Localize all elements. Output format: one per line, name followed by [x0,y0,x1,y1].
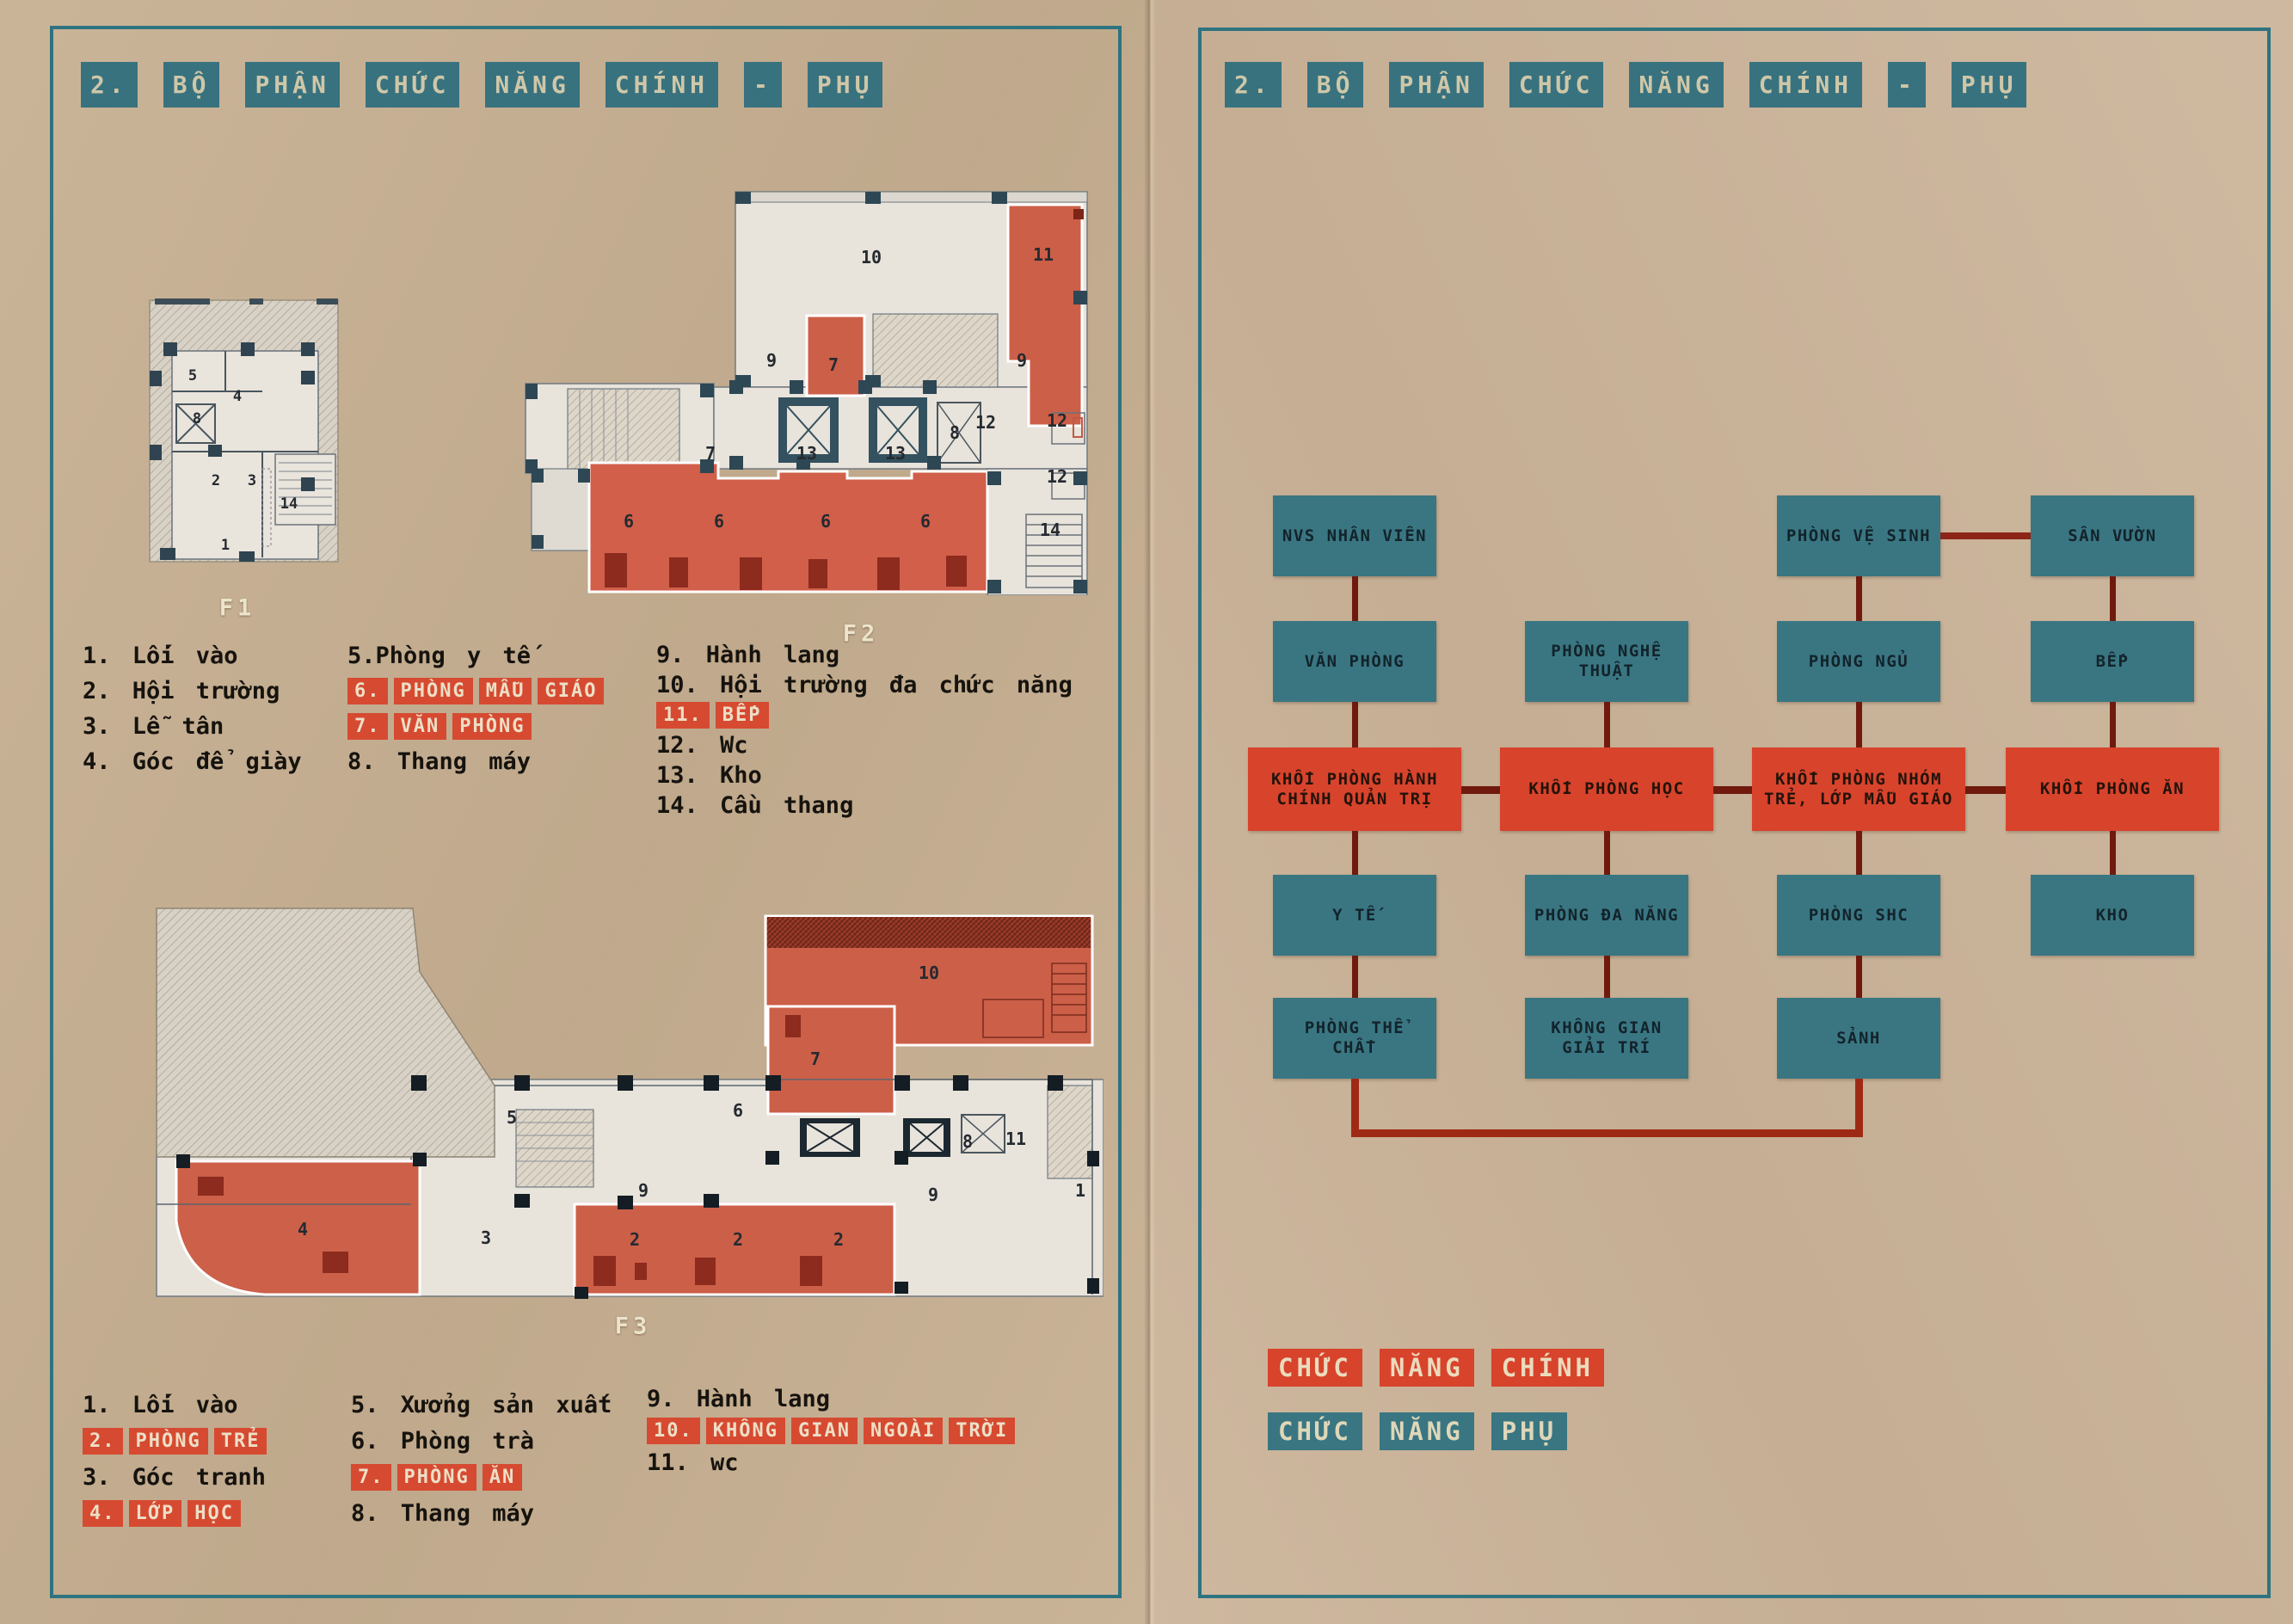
diagram-legend-word: PHỤ [1491,1412,1567,1450]
diagram-node: BẾP [2031,621,2194,702]
legend-item: 11. wc [647,1449,739,1476]
title-word: - [1888,62,1926,108]
legend-item-word: PHÒNG [129,1428,208,1455]
room-number-label: 1 [1074,1180,1086,1201]
diagram-node: PHÒNG SHC [1777,875,1940,956]
diagram-connector-vertical [1604,956,1610,998]
legend-item [351,1459,612,1495]
legend-item: 10. Hội trường đa chức năng [656,672,1073,698]
legend-item: 8. Thang máy [351,1499,535,1527]
room-number-label: 13 [884,443,907,464]
legend-item [347,674,610,709]
legend-item [347,709,610,744]
room-number-label: 14 [1039,520,1061,540]
legend-item: 2. Hội trường [83,678,280,704]
legend-item: 1. Lối vào [83,1391,238,1418]
diagram-connector-vertical [1352,576,1358,621]
title-word: BỘ [1307,62,1364,108]
legend-item-word: PHÒNG [452,713,532,740]
room-number-label: 13 [796,443,818,464]
diagram-connector-horizontal [1940,532,2031,539]
room-number-label: 3 [247,472,257,489]
room-number-label: 8 [949,422,961,443]
room-number-label: 8 [192,410,202,428]
diagram-legend-row [1268,1412,1567,1450]
room-number-label: 9 [927,1184,939,1205]
diagram-connector-vertical [1352,831,1358,875]
room-number-label: 4 [297,1219,309,1240]
legend-item-word: GIAN [791,1418,858,1444]
legend-item-number: 6. [347,678,388,704]
legend-column [83,1387,273,1531]
diagram-node: NVS NHÂN VIÊN [1273,495,1436,576]
room-number-label: 6 [623,511,635,532]
diagram-legend-word: NĂNG [1380,1349,1474,1387]
diagram-connector-horizontal [1713,786,1752,794]
legend-item-word: GIÁO [538,678,604,704]
legend-item-word: ĂN [483,1464,523,1491]
legend-column [347,638,610,779]
room-number-label: 2 [629,1229,641,1250]
room-number-label: 6 [713,511,725,532]
room-number-label: 12 [1046,466,1068,487]
diagram-node: PHÒNG NGỦ [1777,621,1940,702]
legend-column [83,638,302,779]
diagram-connector-horizontal [1965,786,2006,794]
diagram-legend-word: CHỨC [1268,1412,1362,1450]
legend-item: 5. Xưởng sản xuất [351,1391,612,1418]
room-number-label: 14 [280,495,298,513]
floor-plan-f1 [148,297,341,565]
title-word: PHẬN [245,62,339,108]
diagram-node: KHÔNG GIAN GIẢI TRÍ [1525,998,1688,1079]
diagram-legend-word: CHÍNH [1491,1349,1604,1387]
legend-item-word: PHÒNG [394,678,473,704]
title-word: PHẬN [1389,62,1483,108]
legend-column [656,640,1073,821]
room-number-label: 7 [827,354,839,375]
legend-item: 9. Hành lang [656,642,840,668]
diagram-connector-vertical [2110,702,2116,747]
diagram-connector-vertical [1352,956,1358,998]
legend-item: 12. Wc [656,732,748,759]
diagram-node: PHÒNG ĐA NĂNG [1525,875,1688,956]
room-number-label: 10 [860,247,882,268]
right-panel-title [1225,62,2026,108]
room-number-label: 9 [637,1180,649,1201]
legend-item: 4. Góc để giày [83,748,302,775]
title-word: PHỤ [1952,62,2027,108]
left-panel-title [81,62,882,108]
title-word: CHỨC [1509,62,1603,108]
title-word: BỘ [163,62,220,108]
floor-label-f2: F2 [842,620,880,648]
legend-item-number: 4. [83,1500,123,1527]
diagram-connector-loop [1351,1079,1863,1137]
room-number-label: 4 [232,388,243,405]
legend-item-word: TRỜI [949,1418,1015,1444]
room-number-label: 9 [1016,350,1028,371]
diagram-legend-word: CHỨC [1268,1349,1362,1387]
legend-item [83,1423,273,1459]
room-number-label: 3 [480,1227,492,1248]
legend-item: 3. Góc tranh [83,1463,267,1491]
legend-item [656,700,1073,730]
room-number-label: 2 [732,1229,744,1250]
legend-item: 8. Thang máy [347,748,532,775]
legend-item-word: NGOÀI [864,1418,943,1444]
legend-item-word: BẾP [716,702,769,729]
room-number-label: 9 [765,350,778,371]
diagram-node: KHỐI PHÒNG NHÓM TRẺ, LỚP MẪU GIÁO [1752,747,1965,831]
room-number-label: 2 [833,1229,845,1250]
diagram-connector-horizontal [1461,786,1500,794]
diagram-connector-vertical [1856,956,1862,998]
title-word: NĂNG [485,62,579,108]
title-word: CHÍNH [1749,62,1862,108]
diagram-connector-vertical [1856,702,1862,747]
legend-item: 5.Phòng y tế [347,643,532,669]
room-number-label: 7 [704,443,716,464]
diagram-node: SẢNH [1777,998,1940,1079]
legend-item-number: 10. [647,1418,700,1444]
title-word: PHỤ [808,62,883,108]
room-number-label: 11 [1005,1129,1027,1149]
diagram-connector-vertical [2110,576,2116,621]
legend-item [83,1495,273,1531]
legend-item-number: 7. [351,1464,391,1491]
legend-item: 13. Kho [656,762,762,789]
room-number-label: 6 [919,511,931,532]
legend-item-word: PHÒNG [397,1464,476,1491]
diagram-connector-vertical [1604,702,1610,747]
room-number-label: 6 [732,1100,744,1121]
legend-item-word: LỚP [129,1500,182,1527]
legend-item-word: HỌC [187,1500,241,1527]
legend-item: 3. Lễ tân [83,713,224,740]
diagram-legend-row [1268,1349,1604,1387]
diagram-node: KHỐI PHÒNG HÀNH CHÍNH QUẢN TRỊ [1248,747,1461,831]
title-word: 2. [1225,62,1282,108]
floor-plan-f2 [523,188,1091,595]
room-number-label: 6 [820,511,832,532]
diagram-node: KHỐI PHÒNG HỌC [1500,747,1713,831]
room-number-label: 1 [220,537,231,554]
room-number-label: 10 [918,963,940,983]
diagram-legend-word: NĂNG [1380,1412,1474,1450]
title-word: - [744,62,782,108]
legend-column [647,1383,1021,1479]
room-number-label: 5 [187,367,198,384]
diagram-connector-vertical [1352,702,1358,747]
diagram-connector-vertical [2110,831,2116,875]
title-word: NĂNG [1629,62,1723,108]
diagram-node: PHÒNG NGHỆ THUẬT [1525,621,1688,702]
page-seam [1144,0,1156,1624]
room-number-label: 12 [1046,410,1068,431]
diagram-connector-vertical [1856,831,1862,875]
legend-item-word: MẪU [479,678,532,704]
diagram-node: Y TẾ [1273,875,1436,956]
room-number-label: 11 [1032,244,1054,265]
legend-item-number: 7. [347,713,388,740]
diagram-connector-vertical [1856,576,1862,621]
diagram-node: SÂN VƯỜN [2031,495,2194,576]
title-word: 2. [81,62,138,108]
room-number-label: 8 [962,1131,974,1152]
legend-item-word: VĂN [394,713,447,740]
diagram-node: VĂN PHÒNG [1273,621,1436,702]
legend-item: 9. Hành lang [647,1386,831,1412]
legend-item-number: 2. [83,1428,123,1455]
room-number-label: 5 [506,1107,518,1128]
diagram-connector-vertical [1604,831,1610,875]
legend-item-word: KHÔNG [706,1418,785,1444]
diagram-node: KHO [2031,875,2194,956]
legend-item: 6. Phòng trà [351,1427,535,1455]
title-word: CHỨC [366,62,459,108]
legend-item-number: 11. [656,702,710,729]
diagram-node: PHÒNG VỆ SINH [1777,495,1940,576]
legend-item-word: TRẺ [214,1428,267,1455]
legend-item: 1. Lối vào [83,643,238,669]
title-word: CHÍNH [606,62,718,108]
floor-label-f1: F1 [218,594,256,622]
legend-item: 14. Cầu thang [656,792,854,819]
diagram-node: PHÒNG THỂ CHẤT [1273,998,1436,1079]
room-number-label: 7 [809,1049,821,1069]
room-number-label: 2 [211,472,221,489]
diagram-node: KHỐI PHÒNG ĂN [2006,747,2219,831]
legend-item [647,1415,1021,1447]
floor-plan-f3 [153,903,1103,1301]
legend-column [351,1387,612,1531]
room-number-label: 12 [974,412,997,433]
floor-label-f3: F3 [614,1313,652,1340]
